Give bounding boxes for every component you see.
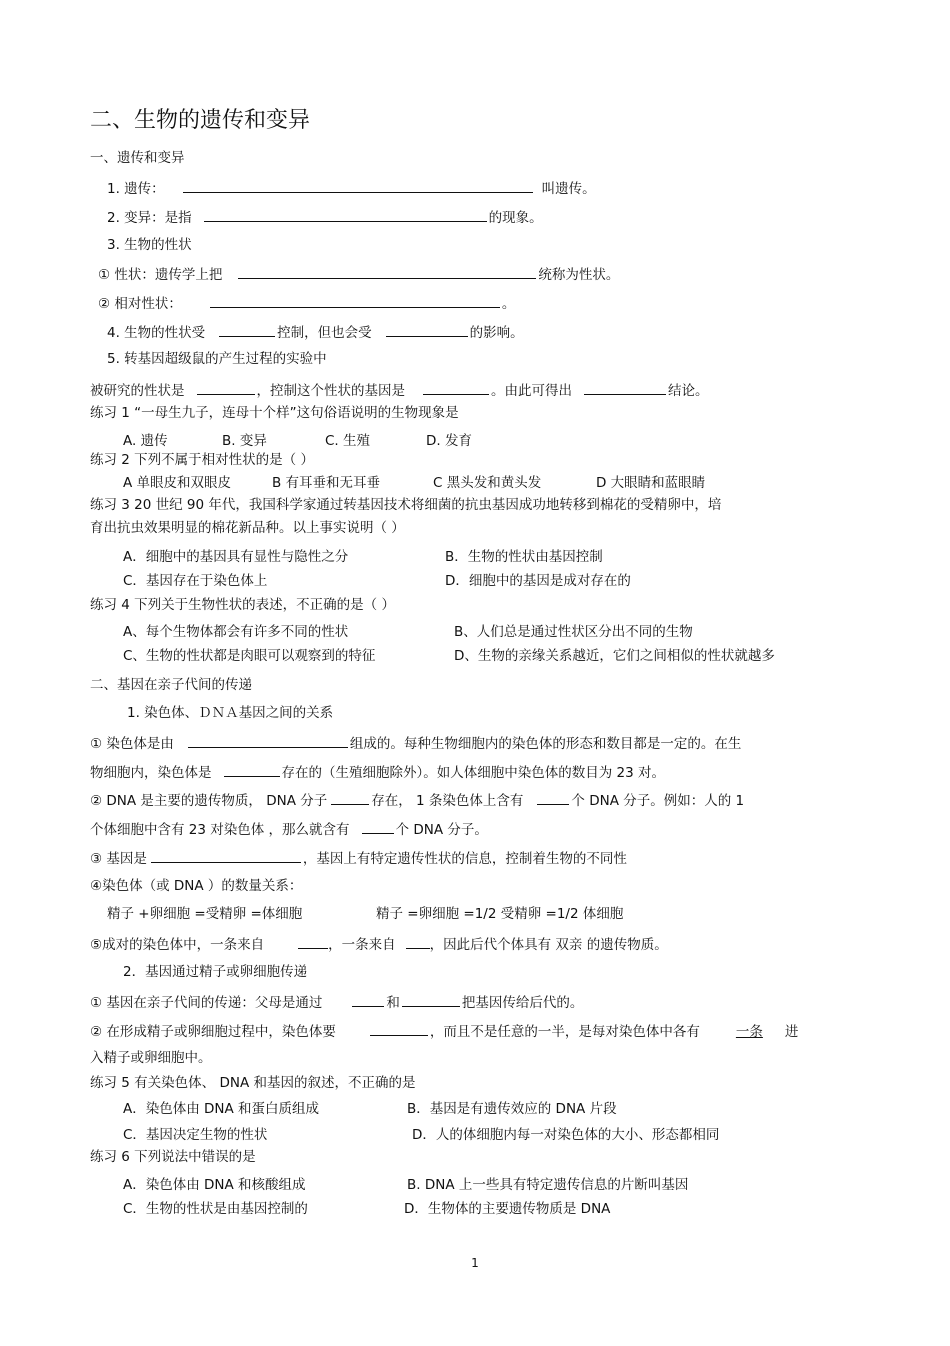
item-text: 把基因传给后代的。 [461, 995, 584, 1011]
exercise-6-option-c[interactable]: C．生物的性状是由基因控制的 [123, 1201, 308, 1217]
page-title: 二、生物的遗传和变异 [90, 108, 311, 133]
item-text: ② 在形成精子或卵细胞过程中，染色体要 [90, 1024, 336, 1040]
item-quantity-relation: ④染色体（或 DNA ）的数量关系： [90, 878, 303, 894]
item-text: ，因此后代个体具有 双亲 的遗传物质。 [429, 937, 668, 953]
item-text: 的影响。 [469, 325, 524, 341]
answer-blank[interactable] [386, 322, 468, 337]
item-trait-definition [98, 264, 619, 284]
exercise-3-option-a[interactable]: A．细胞中的基因具有显性与隐性之分 [123, 549, 349, 565]
exercise-3-option-d[interactable]: D．细胞中的基因是成对存在的 [445, 573, 631, 589]
item-text: 存在， 1 条染色体上含有 [371, 793, 524, 809]
exercise-6-option-b[interactable]: B. DNA 上一些具有特定遗传信息的片断叫基因 [407, 1177, 689, 1193]
item-text: ② 相对性状： [98, 296, 182, 312]
answer-blank[interactable] [151, 848, 301, 863]
item-gamete-formation [90, 1021, 798, 1041]
item-text: 4. 生物的性状受 [107, 325, 206, 341]
exercise-3-option-b[interactable]: B．生物的性状由基因控制 [445, 549, 603, 565]
item-text: 1. 遗传： [107, 181, 165, 197]
item-gene-transmission [90, 992, 583, 1012]
item-gene [90, 848, 627, 868]
item-text: 控制，但也会受 [277, 325, 372, 341]
answer-blank[interactable] [197, 380, 255, 395]
item-text: ① 染色体是由 [90, 736, 174, 752]
answer-blank[interactable] [188, 733, 348, 748]
exercise-3-question: 练习 3 20 世纪 90 年代，我国科学家通过转基因技术将细菌的抗虫基因成功地转移到棉花的受精卵中，培 [90, 497, 722, 513]
answer-blank[interactable] [204, 207, 487, 222]
item-text: ，而且不是任意的一半，是每对染色体中各有 [429, 1024, 700, 1040]
item-trait-control [107, 322, 524, 342]
item-text: 被研究的性状是 [90, 383, 185, 399]
filled-answer: 一条 [735, 1024, 763, 1040]
item-text: ，控制这个性状的基因是 [256, 383, 405, 399]
answer-blank[interactable] [584, 380, 666, 395]
exercise-4-option-d[interactable]: D、生物的亲缘关系越近，它们之间相似的性状就越多 [454, 648, 775, 664]
item-text: ⑤成对的染色体中，一条来自 [90, 937, 265, 953]
exercise-1-question: 练习 1 “一母生九子，连母十个样”这句俗语说明的生物现象是 [90, 405, 459, 421]
item-text: ，基因上有特定遗传性状的信息，控制着生物的不同性 [302, 851, 627, 867]
exercise-2-option-d[interactable]: D 大眼睛和蓝眼睛 [596, 475, 706, 491]
answer-blank[interactable] [331, 790, 369, 805]
item-text: 的现象。 [488, 210, 543, 226]
item-text: 和 [386, 995, 400, 1011]
exercise-1-option-b[interactable]: B. 变异 [222, 433, 267, 449]
section-heading-1: 一、遗传和变异 [90, 150, 185, 166]
page-number: 1 [471, 1256, 479, 1270]
item-dna [90, 790, 744, 810]
answer-blank[interactable] [352, 992, 384, 1007]
item-relative-traits [98, 293, 515, 313]
answer-blank[interactable] [183, 178, 533, 193]
exercise-2-option-a[interactable]: A 单眼皮和双眼皮 [123, 475, 232, 491]
exercise-6-question: 练习 6 下列说法中错误的是 [90, 1149, 256, 1165]
item-traits: 3. 生物的性状 [107, 237, 192, 253]
item-paired-chromosomes [90, 934, 668, 954]
item-gamete-formation-cont: 入精子或卵细胞中。 [90, 1050, 212, 1066]
exercise-1-option-c[interactable]: C. 生殖 [325, 433, 371, 449]
item-transgenic: 5. 转基因超级鼠的产生过程的实验中 [107, 351, 327, 367]
exercise-5-option-d[interactable]: D．人的体细胞内每一对染色体的大小、形态都相同 [412, 1127, 720, 1143]
answer-blank[interactable] [210, 293, 500, 308]
item-text: ① 基因在亲子代间的传递：父母是通过 [90, 995, 323, 1011]
exercise-3-option-c[interactable]: C．基因存在于染色体上 [123, 573, 268, 589]
item-text: 叫遗传。 [541, 181, 596, 197]
answer-blank[interactable] [298, 934, 328, 949]
item-text: 。 [501, 296, 516, 312]
exercise-4-option-a[interactable]: A、每个生物体都会有许多不同的性状 [123, 624, 349, 640]
formula-1: 精子 +卵细胞 =受精卵 =体细胞 [107, 906, 303, 922]
item-text: 2. 变异：是指 [107, 210, 192, 226]
exercise-5-question: 练习 5 有关染色体、 DNA 和基因的叙述，不正确的是 [90, 1075, 416, 1091]
answer-blank[interactable] [423, 380, 489, 395]
answer-blank[interactable] [402, 992, 460, 1007]
exercise-3-question-cont: 育出抗虫效果明显的棉花新品种。以上事实说明（ ） [90, 520, 405, 536]
subsection-heading: 2．基因通过精子或卵细胞传递 [123, 964, 308, 980]
answer-blank[interactable] [219, 322, 275, 337]
item-text: 存在的（生殖细胞除外）。如人体细胞中染色体的数目为 23 对。 [281, 765, 666, 781]
formula-2: 精子 =卵细胞 =1/2 受精卵 =1/2 体细胞 [376, 906, 624, 922]
item-variation [107, 207, 543, 227]
exercise-6-option-d[interactable]: D．生物体的主要遗传物质是 DNA [404, 1201, 611, 1217]
item-text: 个体细胞中含有 23 对染色体 ，那么就含有 [90, 822, 350, 838]
item-transgenic-detail [90, 380, 709, 400]
item-text: 。由此可得出 [491, 383, 572, 399]
item-text: ，一条来自 [328, 937, 396, 953]
answer-blank[interactable] [406, 934, 430, 949]
item-text: ② DNA 是主要的遗传物质， DNA 分子 [90, 793, 328, 809]
item-text: 个 DNA 分子。例如：人的 1 [571, 793, 745, 809]
exercise-5-option-b[interactable]: B．基因是有遗传效应的 DNA 片段 [407, 1101, 617, 1117]
exercise-6-option-a[interactable]: A．染色体由 DNA 和核酸组成 [123, 1177, 306, 1193]
answer-blank[interactable] [537, 790, 569, 805]
item-text: ① 性状：遗传学上把 [98, 267, 223, 283]
section-heading-2: 二、基因在亲子代间的传递 [90, 677, 252, 693]
item-text: 物细胞内，染色体是 [90, 765, 212, 781]
item-chromosome-composition-cont [90, 762, 665, 782]
answer-blank[interactable] [362, 819, 394, 834]
item-text: ③ 基因是 [90, 851, 147, 867]
item-heredity [107, 178, 596, 198]
exercise-2-question: 练习 2 下列不属于相对性状的是（ ） [90, 452, 314, 468]
item-text: 结论。 [668, 383, 709, 399]
item-chromosome-composition [90, 733, 741, 753]
item-text: 统称为性状。 [538, 267, 620, 283]
exercise-2-option-c[interactable]: C 黑头发和黄头发 [433, 475, 542, 491]
answer-blank[interactable] [238, 264, 536, 279]
item-text: 进 [784, 1024, 799, 1040]
exercise-1-option-a[interactable]: A. 遗传 [123, 433, 168, 449]
exercise-4-question: 练习 4 下列关于生物性状的表述，不正确的是（ ） [90, 597, 395, 613]
exercise-4-option-c[interactable]: C、生物的性状都是肉眼可以观察到的特征 [123, 648, 376, 664]
exercise-1-option-d[interactable]: D. 发育 [426, 433, 472, 449]
exercise-4-option-b[interactable]: B、人们总是通过性状区分出不同的生物 [454, 624, 693, 640]
exercise-5-option-a[interactable]: A．染色体由 DNA 和蛋白质组成 [123, 1101, 320, 1117]
exercise-5-option-c[interactable]: C．基因决定生物的性状 [123, 1127, 268, 1143]
answer-blank[interactable] [224, 762, 280, 777]
answer-blank[interactable] [370, 1021, 428, 1036]
item-text: 组成的。每种生物细胞内的染色体的形态和数目都是一定的。在生 [349, 736, 742, 752]
item-dna-cont [90, 819, 488, 839]
subsection-heading: 1. 染色体、ＤＮＡ基因之间的关系 [127, 705, 334, 721]
exercise-2-option-b[interactable]: B 有耳垂和无耳垂 [272, 475, 381, 491]
item-text: 个 DNA 分子。 [395, 822, 488, 838]
